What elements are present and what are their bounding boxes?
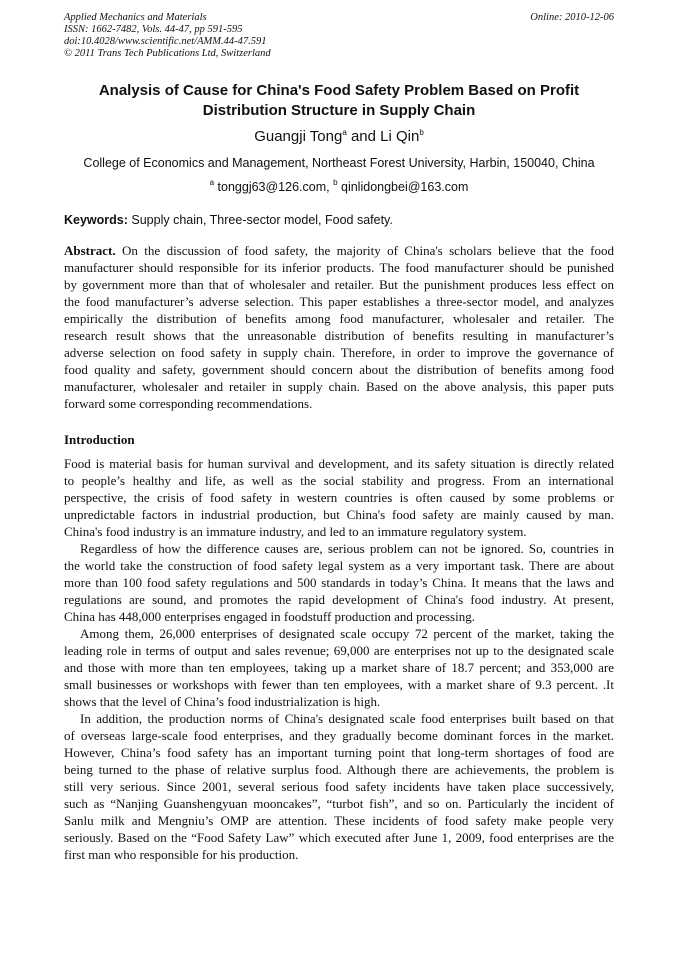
journal-name: Applied Mechanics and Materials <box>64 12 207 23</box>
authors <box>0 128 678 145</box>
paragraph-line: unpredictable factors in industrial production, but China's food safety are mainly caused by man. <box>64 507 614 522</box>
email-a: tonggj63@126.com, <box>214 180 334 194</box>
paragraph-line: such as “Nanjing Guanshengyuan mooncakes”, “turbot fish”, and so on. Particularly the incident of <box>64 796 614 811</box>
issn: ISSN: 1662-7482, Vols. 44-47, pp 591-595 <box>64 24 243 35</box>
paragraph-line: China has 448,000 enterprises engaged in foodstuff production and processing. <box>64 609 475 624</box>
journal-header <box>64 12 271 60</box>
abstract-line: empirically the distribution of benefits among food manufacturer, wholesaler and retailer. The <box>64 311 614 326</box>
paragraph-line: still very serious. Since 2001, several serious food safety incidents have taken place successively, <box>64 779 614 794</box>
emails <box>0 178 678 194</box>
paragraph-line: leading role in terms of output and sales revenue; 69,000 are enterprises not up to the designated scale <box>64 643 614 658</box>
author-2: and Li Qin <box>346 128 420 145</box>
email-b: qinlidongbei@163.com <box>337 180 469 194</box>
paragraph-line: regulations are sound, and promotes the rapid development of China's food industry. At present, <box>64 592 614 607</box>
paragraph <box>64 625 614 710</box>
paragraph-line: Sanlu milk and Mengniu’s OMP are attention. These incidents of food safety make people very <box>64 813 614 828</box>
abstract-line: forward some corresponding recommendations. <box>64 396 313 411</box>
affiliation: College of Economics and Management, Northeast Forest University, Harbin, 150040, China <box>83 156 595 170</box>
copyright: © 2011 Trans Tech Publications Ltd, Switzerland <box>64 48 271 59</box>
paragraph-line: small businesses or workshops with fewer than ten employees, with a market share of 9.3 percent. .It <box>64 677 614 692</box>
paragraph-line: perspective, the crisis of food safety in western countries is often caused by some problems or <box>64 490 614 505</box>
paragraph-line: Among them, 26,000 enterprises of designated scale occupy 72 percent of the market, taking the <box>80 626 614 641</box>
introduction-body <box>64 455 614 863</box>
paragraph-line: first man who responsible for his production. <box>64 847 299 862</box>
affil-marker: a <box>209 178 215 187</box>
abstract-line: manufacturer, wholesaler and retailer in supply chain. Based on the above analysis, this paper puts <box>64 379 614 394</box>
keywords-text: Supply chain, Three-sector model, Food safety. <box>127 213 393 227</box>
paragraph-line: the world take the construction of food safety legal system as a very important task. There are about <box>64 558 614 573</box>
abstract-line: research result shows that the unreasonable distribution of benefits resulting in manufacturer’s <box>64 328 614 343</box>
paragraph-line: of overseas large-scale food enterprises, and they gradually become dominant forces in the market. <box>64 728 614 743</box>
paragraph-line: In addition, the production norms of China's designated scale food enterprises built based on that <box>80 711 614 726</box>
affil-marker: b <box>419 128 424 137</box>
paragraph-line: being turned to the phase of relative surplus food. Although there are achievements, the problem is <box>64 762 614 777</box>
abstract-line: adverse selection on food safety in supply chain. Therefore, in order to improve the governance of <box>64 345 614 360</box>
paragraph-line: Food is material basis for human survival and development, and its safety situation is directly related <box>64 456 614 471</box>
paragraph-line: and those with more than ten employees, taking up a market share of 18.7 percent; and 353,000 are <box>64 660 614 675</box>
title-line: Analysis of Cause for China's Food Safety Problem Based on Profit <box>98 82 580 99</box>
abstract-line: by government more than that of wholesaler and retailer. But the punishment produces less effect on <box>64 277 614 292</box>
paper-title <box>40 81 638 121</box>
abstract <box>64 242 614 412</box>
online-date: Online: 2010-12-06 <box>530 12 614 23</box>
paragraph <box>64 540 614 625</box>
keywords <box>64 213 393 227</box>
abstract-text: On the discussion of food safety, the majority of China's scholars believe that the food <box>115 243 614 258</box>
abstract-label: Abstract. <box>64 243 116 258</box>
paragraph <box>64 455 614 540</box>
section-heading-introduction: Introduction <box>64 432 135 447</box>
paragraph-line: Regardless of how the difference causes are, serious problem can not be ignored. So, countries in <box>80 541 614 556</box>
paragraph-line: to people’s healthy and life, as well as the social stability and progress. From an international <box>64 473 614 488</box>
title-line: Distribution Structure in Supply Chain <box>202 102 476 119</box>
abstract-line: food quality and safety, government should concern about the distribution of benefits among food <box>64 362 614 377</box>
keywords-label: Keywords: <box>64 213 128 227</box>
abstract-line: the food manufacturer’s adverse selection. This paper establishes a three-sector model, and analyzes <box>64 294 614 309</box>
paragraph-line: seriously. Based on the “Food Safety Law” which executed after June 1, 2009, food enterprises are the <box>64 830 614 845</box>
author-1: Guangji Tong <box>254 128 343 145</box>
doi: doi:10.4028/www.scientific.net/AMM.44-47.591 <box>64 36 267 47</box>
paragraph <box>64 710 614 863</box>
paragraph-line: shows that the level of China’s food industrialization is high. <box>64 694 381 709</box>
affil-marker: b <box>333 178 338 187</box>
paragraph-line: China's food industry is an immature industry, and led to an immature regulatory system. <box>64 524 527 539</box>
paragraph-line: more than 100 food safety regulations and 500 standards in today’s China. It means that the laws and <box>64 575 614 590</box>
abstract-line: manufacturer should responsible for its inferior products. The food manufacturer should be punished <box>64 260 614 275</box>
paragraph-line: However, China’s food safety has an important turning point that long-term shortages of food are <box>64 745 614 760</box>
abstract-line <box>64 242 614 259</box>
affil-marker: a <box>342 128 347 137</box>
